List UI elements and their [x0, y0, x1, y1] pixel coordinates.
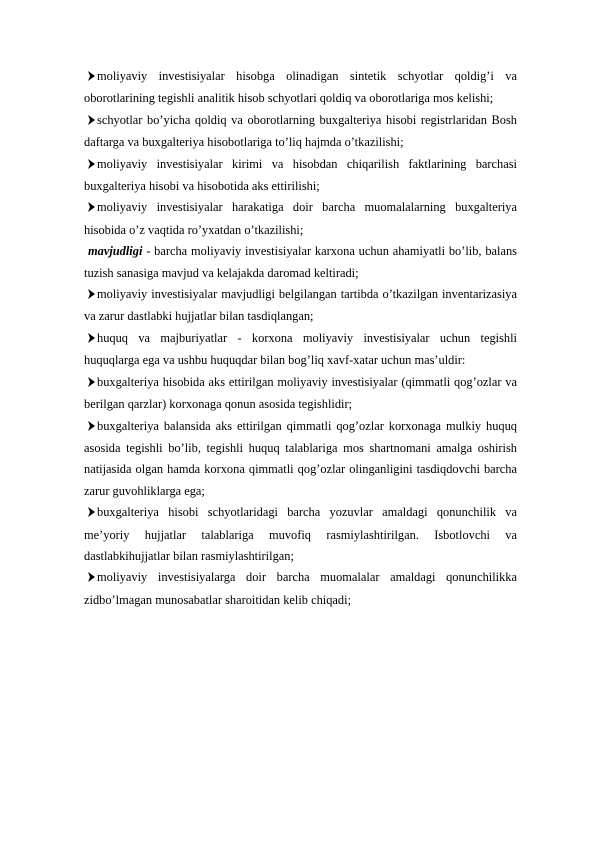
bullet-paragraph — [84, 416, 517, 503]
paragraph-text: moliyaviy investisiyalarga doir barcha muomalalar amaldagi qonunchilikka zidbo’lmagan munosabatlar sharoitidan kelib chiqadi; — [84, 570, 517, 607]
bullet-paragraph — [84, 284, 517, 328]
paragraph-text: moliyaviy investisiyalar kirimi va hisobdan chiqarilish faktlarining barchasi buxgalteriya hisobi va hisobotida aks ettirilishi; — [84, 156, 517, 194]
bullet-paragraph — [84, 197, 517, 241]
arrowhead-bullet-icon — [88, 329, 94, 350]
paragraph-text: moliyaviy investisiyalar harakatiga doir barcha muomalalarning buxgalteriya hisobida o’z vaqtida ro’yxatdan o’tkazilishi; — [84, 200, 517, 237]
paragraph-text: - barcha moliyaviy investisiyalar karxona uchun ahamiyatli bo’lib, balans tuzish sanasiga mavjud va kelajakda daromad keltiradi; — [84, 244, 517, 280]
arrowhead-bullet-icon — [88, 417, 94, 438]
paragraph-text: moliyaviy investisiyalar mavjudligi belgilangan tartibda o’tkazilgan inventarizasiya va zarur dastlabki hujjatlar bilan tasdiqlangan; — [84, 287, 517, 324]
bullet-paragraph — [84, 154, 517, 198]
paragraph-text: buxgalteriya balansida aks ettirilgan qimmatli qog’ozlar korxonaga mulkiy huquq asosida tegishli bo’lib, tegishli huquq talablariga mos shartnomani amalga oshirish natijasida olgan hamda korxona qimmatli qog’ozlar olinganligini tasdiqdovchi barcha zarur guvohliklarga ega; — [84, 418, 517, 498]
document-body — [84, 66, 517, 611]
paragraph-text: buxgalteriya hisobida aks ettirilgan moliyaviy investisiyalar (qimmatli qog’ozlar va berilgan qarzlar) korxonaga qonun asosida tegishlidir; — [84, 374, 517, 412]
paragraph-text: moliyaviy investisiyalar hisobga olinadigan sintetik schyotlar qoldig’i va oborotlarining tegishli analitik hisob schyotlari qoldiq va oborotlariga mos kelishi; — [84, 69, 517, 106]
bullet-paragraph — [84, 372, 517, 416]
arrowhead-bullet-icon — [88, 198, 94, 219]
bullet-paragraph — [84, 110, 517, 154]
bullet-paragraph — [84, 502, 517, 567]
arrowhead-bullet-icon — [88, 568, 94, 589]
bullet-paragraph — [84, 66, 517, 110]
arrowhead-bullet-icon — [88, 503, 94, 524]
arrowhead-bullet-icon — [88, 111, 94, 132]
definition-term: mavjudligi — [88, 244, 143, 259]
arrowhead-bullet-icon — [88, 155, 94, 176]
bullet-paragraph — [84, 328, 517, 372]
paragraph-text: buxgalteriya hisobi schyotlaridagi barcha yozuvlar amaldagi qonunchilik va me’yoriy hujjatlar talablariga muvofiq rasmiylashtirilgan. Isbotlovchi va dastlabkihujjatlar bilan rasmiylashtirilgan; — [84, 505, 517, 563]
bullet-paragraph — [84, 567, 517, 611]
arrowhead-bullet-icon — [88, 285, 94, 306]
paragraph-text: huquq va majburiyatlar - korxona moliyaviy investisiyalar uchun tegishli huquqlarga ega va ushbu huquqdar bilan bog’liq xavf-xatar uchun mas’uldir: — [84, 330, 517, 368]
definition-paragraph — [84, 241, 517, 284]
arrowhead-bullet-icon — [88, 67, 94, 88]
paragraph-text: schyotlar bo’yicha qoldiq va oborotlarning buxgalteriya hisobi registrlaridan Bosh daftarga va buxgalteriya hisobotlariga to’liq hajmda o’tkazilishi; — [84, 112, 517, 150]
arrowhead-bullet-icon — [88, 373, 94, 394]
